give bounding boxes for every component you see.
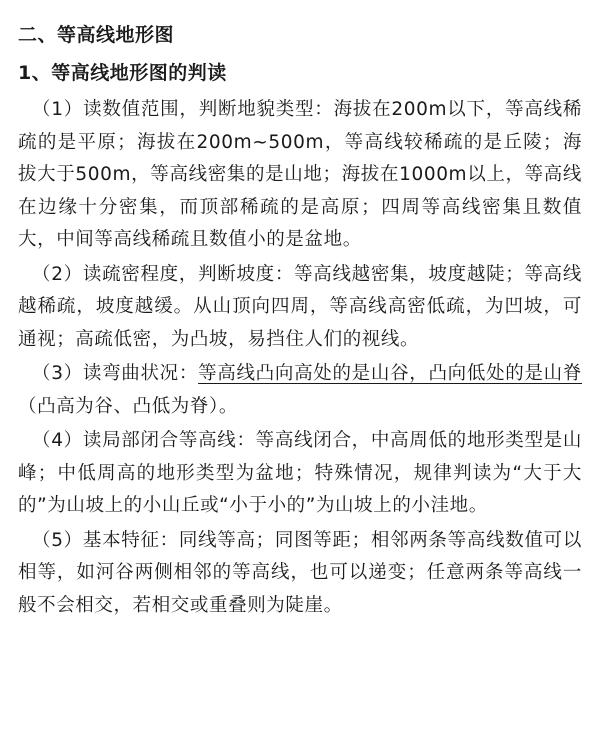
paragraph-read-curvature [18, 358, 582, 423]
subsection-title: 1、等高线地形图的判读 [18, 62, 227, 84]
paragraph-text: （1）读数值范围，判断地貌类型：海拔在200m以下，等高线稀疏的是平原；海拔在200m~500m，等高线较稀疏的是丘陵；海拔大于500m，等高线密集的是山地；海拔在1000m以上，等高线在边缘十分密集，而顶部稀疏的是高原；四周等高线密集且数值大，中间等高线稀疏且数值小的是盆地。 [18, 99, 582, 250]
paragraph-text: （5）基本特征：同线等高；同图等距；相邻两条等高线数值可以相等，如河谷两侧相邻的等高线，也可以递变；任意两条等高线一般不会相交，若相交或重叠则为陡崖。 [18, 529, 582, 616]
paragraph-read-closed-contours [18, 425, 582, 523]
underlined-key-rule: 等高线凸向高处的是山谷，凸向低处的是山脊 [198, 363, 582, 384]
paragraph-basic-features [18, 525, 582, 623]
section-title: 二、等高线地形图 [18, 24, 175, 46]
paragraph-suffix: （凸高为谷、凸低为脊）。 [18, 395, 238, 417]
paragraph-text: （2）读疏密程度，判断坡度：等高线越密集，坡度越陡；等高线越稀疏，坡度越缓。从山顶向四周，等高线高密低疏，为凹坡，可通视；高疏低密，为凸坡，易挡住人们的视线。 [18, 263, 582, 350]
paragraph-prefix: （3）读弯曲状况： [32, 363, 199, 384]
paragraph-read-density [18, 259, 582, 357]
paragraph-text: （4）读局部闭合等高线：等高线闭合，中高周低的地形类型是山峰；中低周高的地形类型为盆地；特殊情况，规律判读为“大于大的”为山坡上的小山丘或“小于小的”为山坡上的小洼地。 [18, 430, 582, 516]
paragraph-read-value-range [18, 94, 582, 257]
